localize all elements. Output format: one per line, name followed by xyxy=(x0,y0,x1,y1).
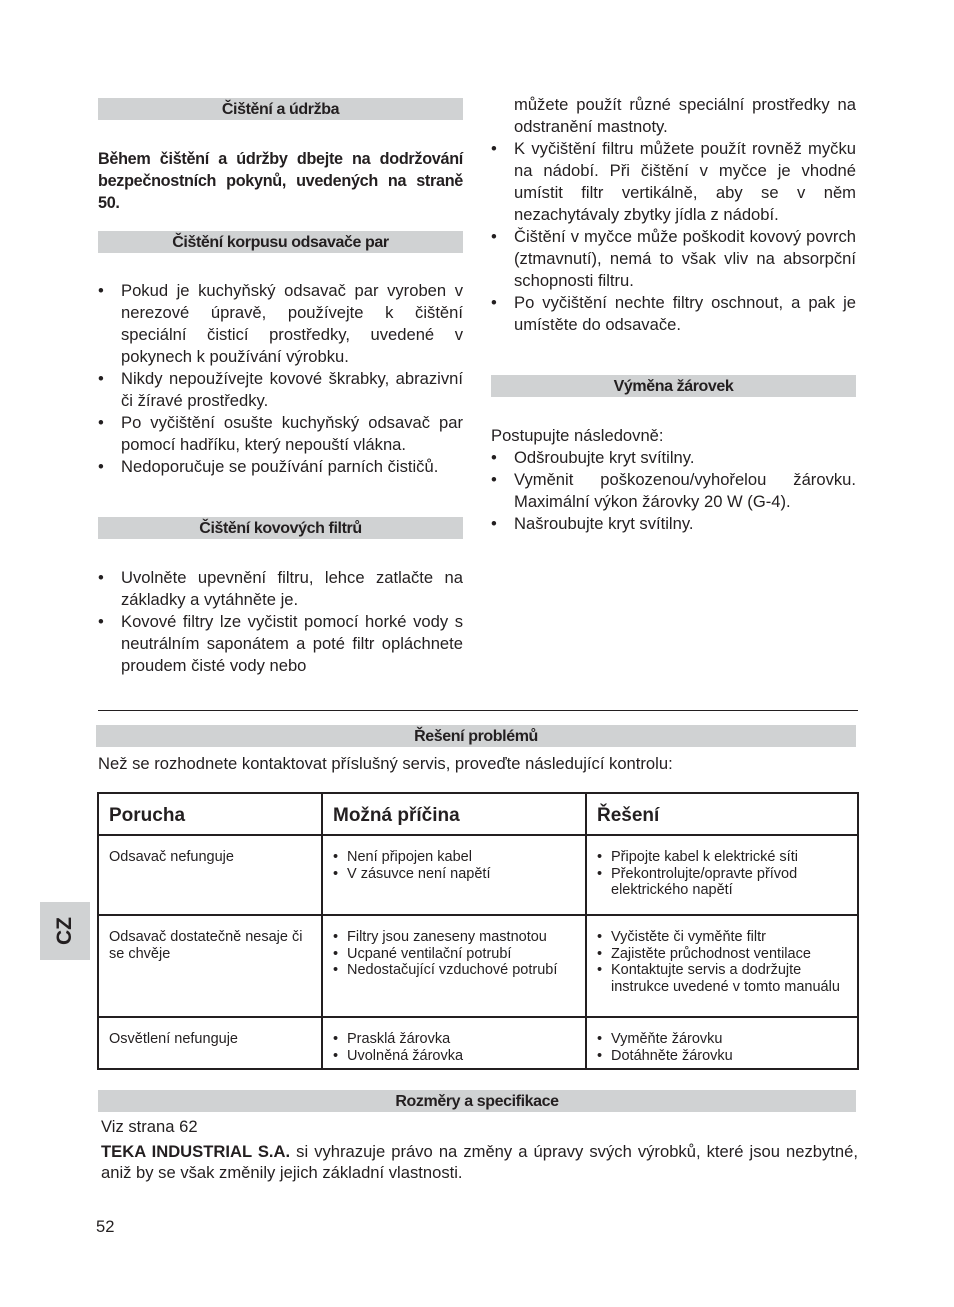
bullet-icon: • xyxy=(597,849,603,865)
table-row xyxy=(98,835,858,915)
filter-cleaning-list xyxy=(98,567,463,677)
bullet-icon: • xyxy=(491,448,497,467)
table-header-row xyxy=(98,793,858,835)
bullet-icon: • xyxy=(333,962,339,978)
table-row xyxy=(98,1017,858,1069)
company-name: TEKA INDUSTRIAL S.A. xyxy=(101,1142,291,1161)
list-item: • Vyměňte žárovku xyxy=(597,1031,723,1047)
bullet-icon: • xyxy=(98,369,104,388)
section-title-filter-cleaning: Čištění kovových filtrů xyxy=(98,517,463,539)
section-title-specs: Rozměry a specifikace xyxy=(98,1090,856,1112)
page-number: 52 xyxy=(96,1217,115,1236)
cause-cell xyxy=(322,1017,586,1069)
body-cleaning-list xyxy=(98,280,463,478)
safety-note xyxy=(98,148,463,214)
section-divider xyxy=(98,710,858,711)
bulb-replacement-list xyxy=(491,425,856,535)
bulb-intro: Postupujte následovně: xyxy=(491,426,664,445)
bullet-icon: • xyxy=(333,849,339,865)
list-item: • Ucpané ventilační potrubí xyxy=(333,945,512,962)
bullet-icon: • xyxy=(98,413,104,432)
list-item: • Dotáhněte žárovku xyxy=(597,1047,733,1064)
list-item: • Kovové filtry lze vyčistit pomocí horké vody s neutrálním saponátem a poté filtr opláchnete proudem čisté vody nebo xyxy=(98,612,463,675)
list-item: • Nedostačující vzduchové potrubí xyxy=(333,962,558,978)
section-title-body-cleaning: Čištění korpusu odsavače par xyxy=(98,231,463,253)
bullet-icon: • xyxy=(333,945,339,962)
language-tab xyxy=(40,902,90,960)
bullet-icon: • xyxy=(98,612,104,631)
cause-cell xyxy=(322,915,586,1017)
list-item: • Odšroubujte kryt svítilny. xyxy=(491,448,695,467)
list-item: • Čištění v myčce může poškodit kovový povrch (ztmavnutí), nemá to však vliv na absorpční schopnosti filtru. xyxy=(491,227,856,290)
section-title-bulb-replacement: Výměna žárovek xyxy=(491,375,856,397)
bullet-icon: • xyxy=(597,945,603,962)
list-item: • K vyčištění filtru můžete použít rovněž myčku na nádobí. Při čištění v myčce je vhodné umístit filtr vertikálně, aby se v něm nezachytávaly zbytky jídla z nádobí. xyxy=(491,139,856,224)
list-item: • V zásuvce není napětí xyxy=(333,865,491,882)
bullet-icon: • xyxy=(98,568,104,587)
list-item: • Připojte kabel k elektrické síti xyxy=(597,849,798,865)
safety-note-text: Během čištění a údržby dbejte na dodržování bezpečnostních pokynů, uvedených na straně 50. xyxy=(98,150,463,212)
list-item: • Překontrolujte/opravte přívod elektrického napětí xyxy=(597,865,798,898)
list-item: • Uvolněte upevnění filtru, lehce zatlačte na základky a vytáhněte je. xyxy=(98,568,463,609)
list-item: • Nedoporučuje se používání parních čističů. xyxy=(98,457,439,476)
bullet-icon: • xyxy=(98,281,104,300)
troubleshooting-table xyxy=(97,792,859,1070)
list-item: • Nikdy nepoužívejte kovové škrabky, abrazivní či žíravé prostředky. xyxy=(98,369,463,410)
bullet-icon: • xyxy=(333,929,339,945)
solution-cell xyxy=(586,915,858,1017)
solution-cell xyxy=(586,835,858,915)
list-item: • Vyčistěte či vyměňte filtr xyxy=(597,929,766,945)
list-item: • Pokud je kuchyňský odsavač par vyroben v nerezové úpravě, používejte k čištění speciální čisticí prostředky, uvedené v pokynech k používání výrobku. xyxy=(98,281,463,366)
fault-cell: Odsavač dostatečně nesaje či se chvěje xyxy=(98,915,322,1017)
bullet-icon: • xyxy=(597,865,603,882)
see-page-reference: Viz strana 62 xyxy=(101,1117,198,1136)
header-solution: Řešení xyxy=(586,793,858,835)
list-item: • Uvolněná žárovka xyxy=(333,1047,464,1064)
bullet-icon: • xyxy=(597,1047,603,1064)
continuation-text: můžete použít různé speciální prostředky na odstranění mastnoty. xyxy=(514,95,856,136)
list-item: • Není připojen kabel xyxy=(333,849,472,865)
bullet-icon: • xyxy=(98,457,104,476)
section-title-cleaning: Čištění a údržba xyxy=(98,98,463,120)
fault-cell: Odsavač nefunguje xyxy=(98,835,322,915)
list-item: • Kontaktujte servis a dodržujte instrukce uvedené v tomto manuálu xyxy=(597,962,840,995)
cause-cell xyxy=(322,835,586,915)
solution-cell xyxy=(586,1017,858,1069)
bullet-icon: • xyxy=(491,514,497,533)
bullet-icon: • xyxy=(491,227,497,246)
filter-cleaning-continued xyxy=(491,94,856,336)
section-title-troubleshooting: Řešení problémů xyxy=(96,725,856,747)
header-cause: Možná příčina xyxy=(322,793,586,835)
bullet-icon: • xyxy=(597,1031,603,1047)
bullet-icon: • xyxy=(333,1047,339,1064)
disclaimer-text: si vyhrazuje právo na změny a úpravy svých výrobků, které jsou nezbytné, aniž by se však změnily jejich základní vlastnosti. xyxy=(101,1142,858,1182)
bullet-icon: • xyxy=(597,929,603,945)
table-row xyxy=(98,915,858,1017)
fault-cell: Osvětlení nefunguje xyxy=(98,1017,322,1069)
header-fault: Porucha xyxy=(98,793,322,835)
bullet-icon: • xyxy=(597,962,603,978)
bullet-icon: • xyxy=(333,1031,339,1047)
list-item: • Prasklá žárovka xyxy=(333,1031,451,1047)
troubleshooting-intro: Než se rozhodnete kontaktovat příslušný servis, proveďte následující kontrolu: xyxy=(98,754,673,773)
list-item: • Po vyčištění osušte kuchyňský odsavač par pomocí hadříku, který nepouští vlákna. xyxy=(98,413,463,454)
list-item: • Našroubujte kryt svítilny. xyxy=(491,514,694,533)
disclaimer xyxy=(101,1141,858,1183)
bullet-icon: • xyxy=(491,293,497,312)
list-item: • Vyměnit poškozenou/vyhořelou žárovku. Maximální výkon žárovky 20 W (G-4). xyxy=(491,470,856,511)
bullet-icon: • xyxy=(333,865,339,882)
list-item: • Po vyčištění nechte filtry oschnout, a pak je umístěte do odsavače. xyxy=(491,293,856,334)
bullet-icon: • xyxy=(491,470,497,489)
list-item: • Zajistěte průchodnost ventilace xyxy=(597,945,811,962)
language-tab-label: CZ xyxy=(53,917,76,945)
list-item: • Filtry jsou zaneseny mastnotou xyxy=(333,929,547,945)
bullet-icon: • xyxy=(491,139,497,158)
